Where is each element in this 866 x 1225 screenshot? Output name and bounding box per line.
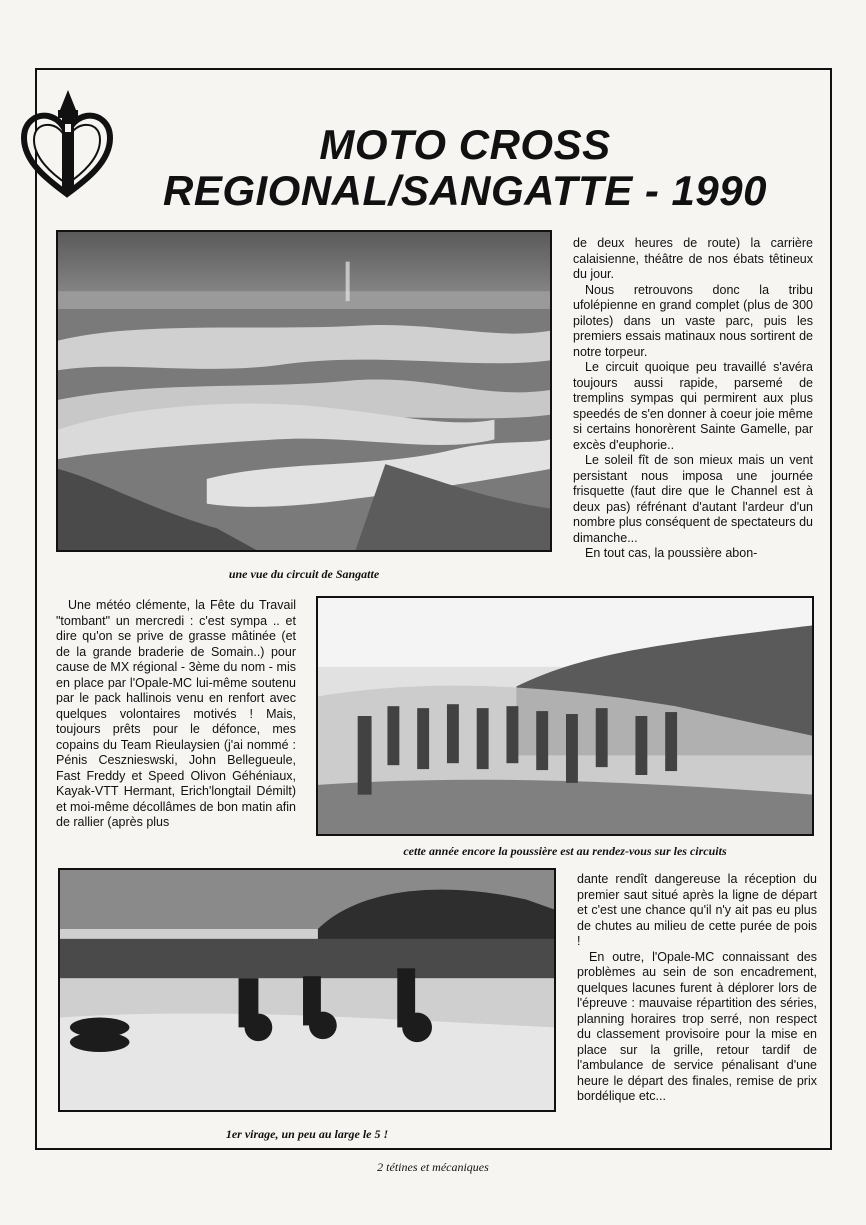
article-column-right-top	[573, 236, 813, 562]
title-line-1: MOTO CROSS	[319, 121, 611, 168]
photo-circuit-overview	[56, 230, 552, 552]
photo-first-turn	[58, 868, 556, 1112]
paragraph: Le circuit quoique peu travaillé s'avéra toujours aussi rapide, parsemé de tremplins sympas qui permirent aux plus speedés de s'en donner à coeur joie même si certains honorèrent Sainte Gamelle, par excès d'euphorie..	[573, 360, 813, 452]
title-line-2: REGIONAL/SANGATTE - 1990	[163, 167, 767, 214]
paragraph: En outre, l'Opale-MC connaissant des problèmes au sein de son encadrement, quelques lacunes furent à déplorer lors de l'épreuve : mauvaise répartition des séries, planning horaires trop serré, non respect du classement provisoire pour la mise en place sur la grille, retour tardif de l'ambulance de service pénalisant d'une heure le départ des finales, remise de prix bordélique etc...	[577, 949, 817, 1103]
article-title	[100, 122, 830, 214]
paragraph: de deux heures de route) la carrière calaisienne, théâtre de nos ébats têtineux du jour.	[573, 236, 813, 281]
page-footer: 2 tétines et mécaniques	[377, 1160, 489, 1174]
paragraph: Une météo clémente, la Fête du Travail "tombant" un mercredi : c'est sympa .. et dire qu'on se prive de grasse mâtinée (et de la grande braderie de Somain..) pour cause de MX régional - 3ème du nom - mis en place par l'Opale-MC lui-même soutenu par le pack hallinois venu en renfort avec quelques volontaires motivés ! Mais, toujours prêts pour le défonce, mes copains du Team Rieulaysien (j'ai nommé : Pénis Cesznieswski, John Bellegueule, Fast Freddy et Speed Olivon Géhéniaux, Kayak-VTT Hermant, Erich'longtail Démilt) et moi-même décollâmes de bon matin afin de rallier (après plus	[56, 598, 296, 829]
article-column-left-middle	[56, 598, 296, 831]
photo-caption-dust: cette année encore la poussière est au rendez-vous sur les circuits	[403, 844, 727, 858]
photo-dusty-start	[316, 596, 814, 836]
photo-caption-circuit: une vue du circuit de Sangatte	[228, 567, 380, 581]
paragraph: dante rendît dangereuse la réception du premier saut situé après la ligne de départ et c'est une chance qu'il n'y ait pas eu plus de chutes au milieu de cette purée de pois !	[577, 872, 817, 948]
paragraph: Nous retrouvons donc la tribu ufolépienne en grand complet (plus de 300 pilotes) dans un vaste parc, puis les premiers essais matinaux nous sortirent de notre torpeur.	[573, 282, 813, 359]
photo-caption-first-turn: 1er virage, un peu au large le 5 !	[225, 1127, 389, 1141]
paragraph: Le soleil fît de son mieux mais un vent persistant nous imposa une journée frisquette (faut dire que le Channel est à deux pas) réfrénant d'autant l'ardeur d'un nombre plus conséquent de spectateurs du dimanche...	[573, 453, 813, 545]
paragraph: En tout cas, la poussière abon-	[585, 546, 758, 560]
article-column-right-bottom	[577, 872, 817, 1105]
